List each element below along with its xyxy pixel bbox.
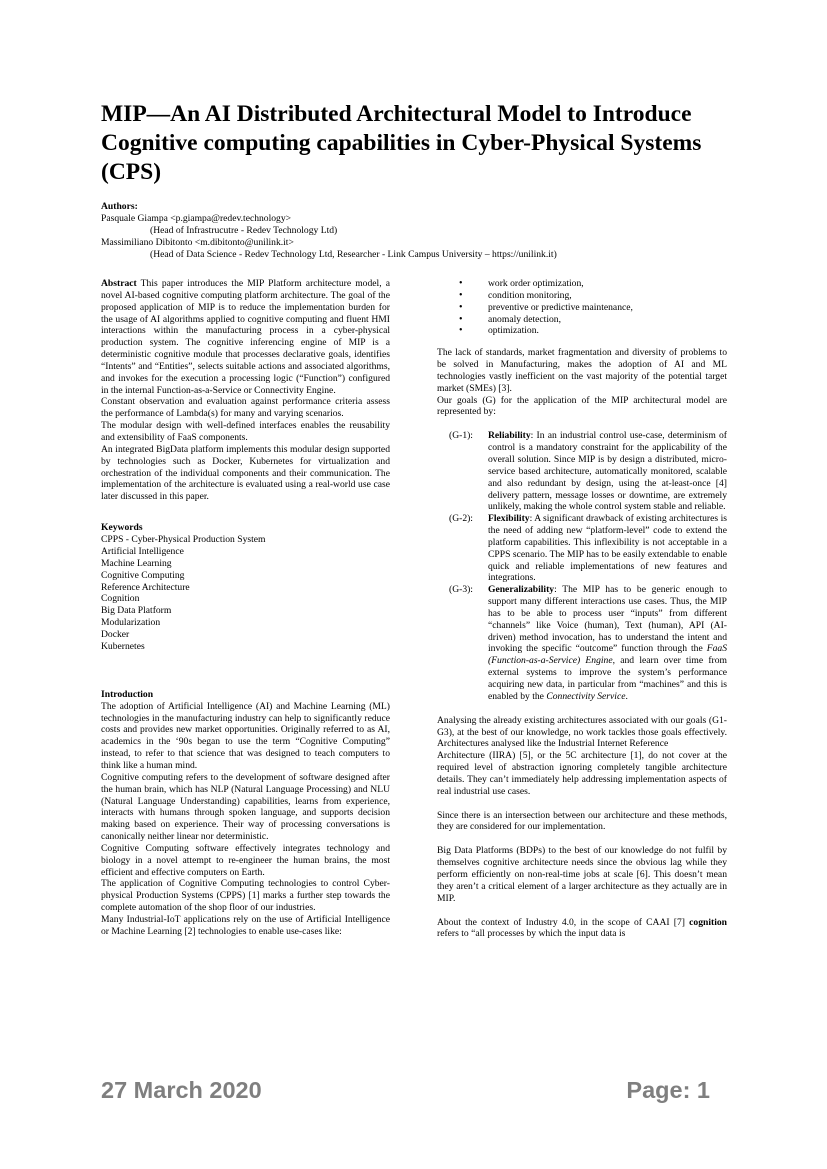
author-2: Massimiliano Dibitonto <m.dibitonto@unilink.it> bbox=[101, 237, 294, 248]
list-item: • work order optimization, bbox=[437, 278, 727, 290]
author-1: Pasquale Giampa <p.giampa@redev.technology> bbox=[101, 213, 292, 224]
abstract-paragraph-1: Abstract This paper introduces the MIP Platform architecture model, a novel AI-based cognitive computing platform architecture. The goal of the proposed application of MIP is to reduce the implementation burden for the usage of AI algorithms applied to cognitive computing and fluent HMI interactions within the manufacturing process in a cyber-physical production system. The cognitive inferencing engine of MIP is a deterministic cognitive module that processes declarative goals, identifies “Intents” and “Entities”, selects suitable actions and associated algorithms, and invokes for the execution a processing logic (“Function”) configured in the internal Function-as-a-Service or Connectivity Engine. bbox=[101, 278, 390, 396]
goal-item: (G-2): Flexibility: A significant drawback of existing architectures is the need of adding new “platform-level” code to extend the platform capabilities. This inflexibility is not acceptable in a CPPS scenario. The MIP has to be easily extendable to enable quick and reliable implementations of new features and integrations. bbox=[449, 513, 727, 584]
intro-paragraph-1: The adoption of Artificial Intelligence (AI) and Machine Learning (ML) technologies in the manufacturing industry can help to significantly reduce costs and provides new market opportunities. Originally referred to as AI, academics in the ‘90s began to use the term “Cognitive Computing” instead, to refer to that science that was designed to teach computers to think like a human mind. bbox=[101, 700, 390, 771]
paper-title: MIP—An AI Distributed Architectural Model to Introduce Cognitive computing capabilities in Cyber-Physical Systems (CPS) bbox=[101, 101, 702, 185]
list-item: • preventive or predictive maintenance, bbox=[437, 302, 727, 314]
left-column bbox=[101, 278, 390, 938]
list-item: • optimization. bbox=[437, 325, 727, 337]
keyword: Artificial Intelligence bbox=[101, 545, 184, 557]
intro-paragraph-5: Many Industrial-IoT applications rely on the use of Artificial Intelligence or Machine Learning [2] technologies to enable use-cases like: bbox=[101, 913, 390, 937]
keyword: CPPS - Cyber-Physical Production System bbox=[101, 533, 266, 545]
body-paragraph: The lack of standards, market fragmentation and diversity of problems to be solved in Manufacturing, makes the adoption of AI and ML technologies vastly inefficient on the vast majority of the potential target market (SMEs) [3]. bbox=[437, 347, 727, 394]
goal-name: Generalizability bbox=[488, 584, 555, 596]
goal-item: (G-3): Generalizability: The MIP has to be generic enough to support many different interactions use cases. Thus, the MIP has to be able to process user “inputs” from different “channels” like Voice (human), Text (human), API (AI-driven) method invocation, has to understand the intent and invoking the specific “outcome” function through the FaaS (Function-as-a-Service) Engine, and learn over time from external systems to improve the system’s performance acquiring new data, in particular from “machines” and this is enabled by the Connectivity Service. bbox=[449, 584, 727, 702]
list-item: • condition monitoring, bbox=[437, 290, 727, 302]
author-1-affiliation: (Head of Infrastrucutre - Redev Technology Ltd) bbox=[150, 225, 338, 236]
keyword: Big Data Platform bbox=[101, 605, 172, 617]
keywords-label: Keywords bbox=[101, 522, 143, 534]
abstract-paragraph-4: An integrated BigData platform implements this modular design supported by technologies such as Docker, Kubernetes for virtualization and orchestration of the individual components and their communication. The implementation of the architecture is evaluated using a real-world use case later discussed in this paper. bbox=[101, 443, 390, 503]
body-paragraph: Big Data Platforms (BDPs) to the best of our knowledge do not fulfil by themselves cognitive architecture needs since the obvious lag while they perform efficiently on non-real-time jobs at scale [6]. This doesn’t mean they aren’t a critical element of a larger architecture as they actually are in MIP. bbox=[437, 845, 727, 904]
goal-name: Reliability bbox=[488, 430, 531, 442]
body-paragraph: Analysing the already existing architectures associated with our goals (G1-G3), at the best of our knowledge, no work tackles those goals effectively. Architectures analysed like the Industrial Internet Reference bbox=[437, 714, 727, 750]
keywords-list bbox=[101, 534, 390, 653]
goal-item: (G-1): Reliability: In an industrial control use-case, determinism of control is a mandatory constraint for the applicability of the overall solution. Since MIP is by design a distributed, micro-service based architecture, automatically monitored, scalable and also redundant by design, using the at-least-once [4] delivery pattern, message losses or downtime, are extremely unlikely, making the whole control system stable and reliable. bbox=[449, 430, 727, 513]
keyword: Modularization bbox=[101, 617, 161, 629]
keyword: Kubernetes bbox=[101, 641, 145, 653]
authors-block bbox=[101, 201, 741, 261]
intro-paragraph-3: Cognitive Computing software effectively integrates technology and biology in a novel attempt to re-engineer the human brains, the most efficient and effective computers on Earth. bbox=[101, 842, 390, 878]
goal-label: (G-2): bbox=[449, 513, 473, 525]
keyword: Machine Learning bbox=[101, 557, 172, 569]
use-case-list bbox=[437, 278, 727, 337]
body-paragraph: Architecture (IIRA) [5], or the 5C architecture [1], do not cover at the required level of abstraction ignoring completely tangible architecture details. They can’t immediately help addressing implementation aspects of real industrial use cases. bbox=[437, 750, 727, 797]
list-item: • anomaly detection, bbox=[437, 314, 727, 326]
authors-label: Authors: bbox=[101, 201, 138, 212]
goal-label: (G-3): bbox=[449, 584, 473, 596]
introduction-heading: Introduction bbox=[101, 688, 154, 700]
keyword: Reference Architecture bbox=[101, 581, 190, 593]
intro-paragraph-4: The application of Cognitive Computing technologies to control Cyber-physical Production Systems (CPPS) [1] marks a further step towards the complete automation of the shop floor of our industries. bbox=[101, 878, 390, 914]
keyword: Docker bbox=[101, 629, 130, 641]
footer-date: 27 March 2020 bbox=[101, 1077, 262, 1103]
intro-paragraph-2: Cognitive computing refers to the development of software designed after the human brain, which has NLP (Natural Language Processing) and NLU (Natural Language Understanding) capabilities, learns from experience, interacts with humans through spoken language, and supports decision making based on experience. Their way of processing conversations is canonically neither linear nor deterministic. bbox=[101, 771, 390, 843]
abstract-paragraph-2: Constant observation and evaluation against performance criteria assess the performance of Lambda(s) for many and varying scenarios. bbox=[101, 396, 390, 420]
keyword: Cognition bbox=[101, 593, 140, 605]
body-paragraph: Our goals (G) for the application of the MIP architectural model are represented by: bbox=[437, 394, 727, 418]
body-paragraph: Since there is an intersection between our architecture and these methods, they are considered for our implementation. bbox=[437, 809, 727, 833]
footer-page-number: Page: 1 bbox=[626, 1077, 710, 1103]
keyword: Cognitive Computing bbox=[101, 569, 185, 581]
body-paragraph: About the context of Industry 4.0, in the scope of CAAI [7] cognition refers to “all processes by which the input data is bbox=[437, 916, 727, 940]
right-column bbox=[437, 278, 727, 940]
abstract-label: Abstract bbox=[101, 278, 137, 289]
goal-label: (G-1): bbox=[449, 430, 473, 442]
abstract-paragraph-3: The modular design with well-defined interfaces enables the reusability and extensibility of FaaS components. bbox=[101, 420, 390, 443]
author-2-affiliation: (Head of Data Science - Redev Technology Ltd, Researcher - Link Campus University – https://unilink.it) bbox=[150, 249, 557, 260]
goal-name: Flexibility bbox=[488, 513, 530, 525]
